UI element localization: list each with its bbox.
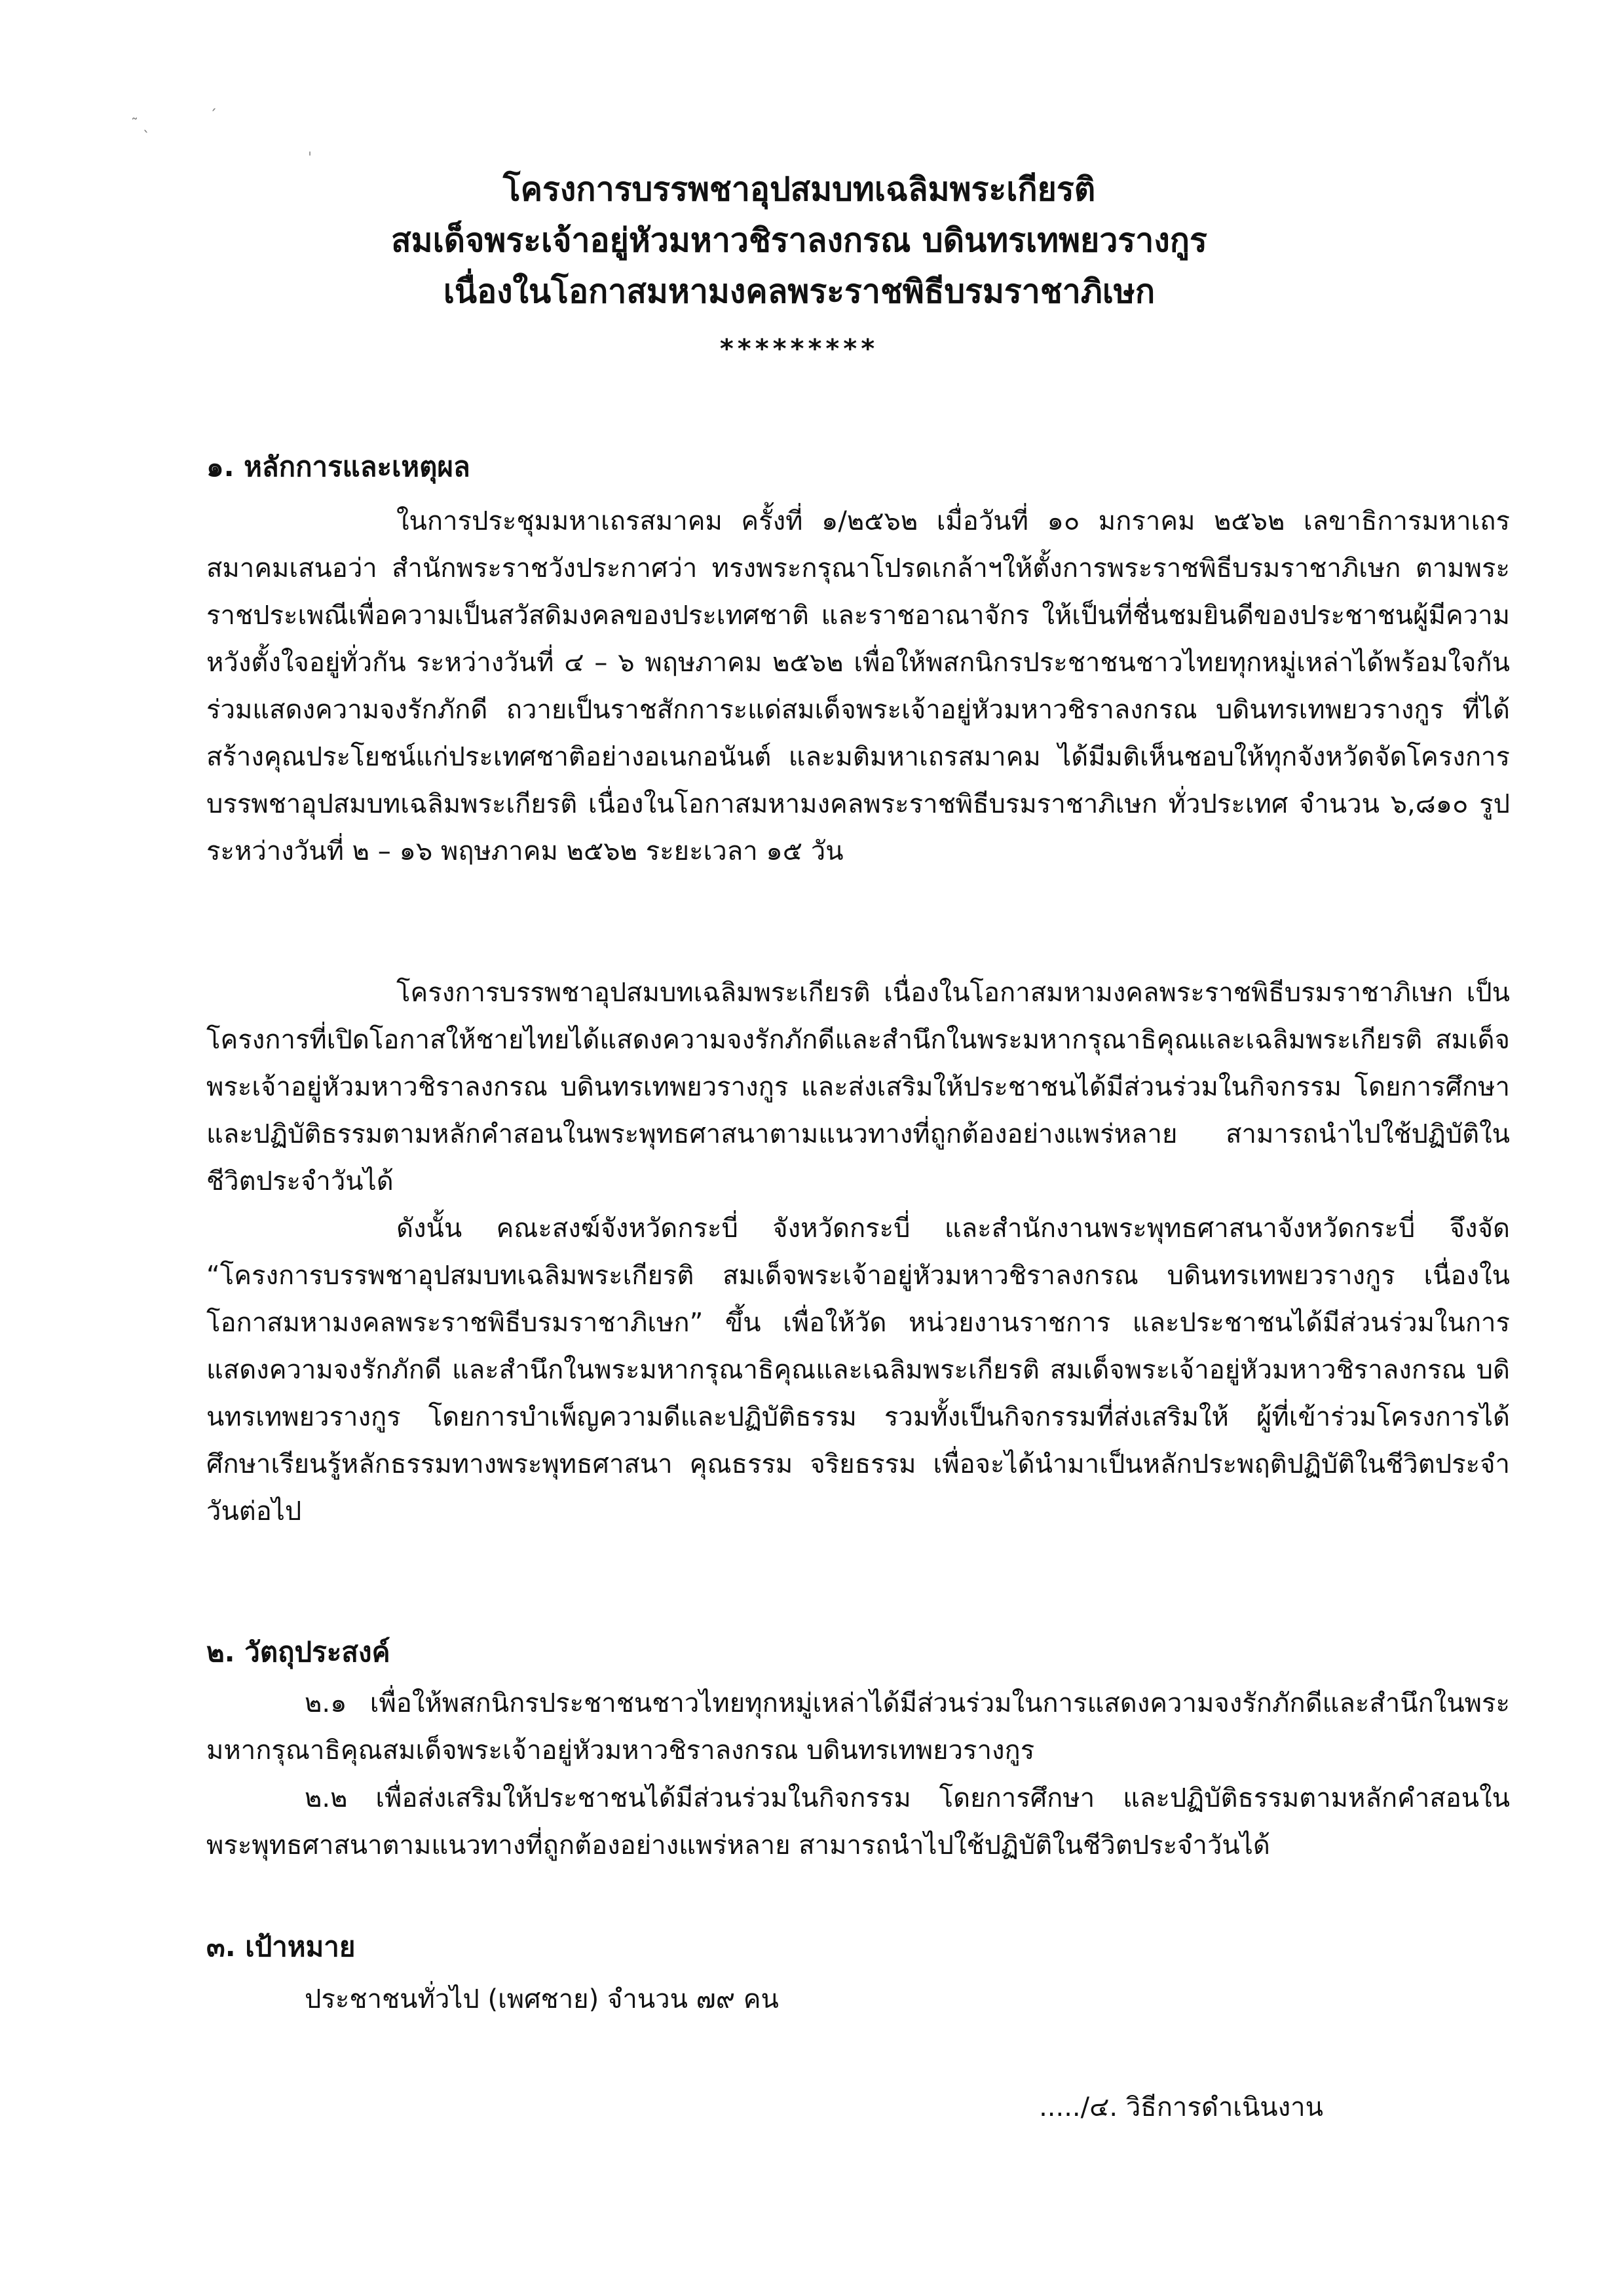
document-title xyxy=(216,164,1382,375)
scan-speck: ˌ xyxy=(308,141,312,157)
section-3-heading: ๓. เป้าหมาย xyxy=(206,1931,356,1963)
section-1-heading: ๑. หลักการและเหตุผล xyxy=(206,451,470,483)
objective-item-2: ๒.๒ เพื่อส่งเสริมให้ประชาชนได้มีส่วนร่วมในกิจกรรม โดยการศึกษา และปฏิบัติธรรมตามหลักคำสอนในพระพุทธศาสนาตามแนวทางที่ถูกต้องอย่างแพร่หลาย สามารถนำไปใช้ปฏิบัติในชีวิตประจำวันได้ xyxy=(206,1783,1510,1861)
section-1-paragraph-1: ในการประชุมมหาเถรสมาคม ครั้งที่ ๑/๒๕๖๒ เมื่อวันที่ ๑๐ มกราคม ๒๕๖๒ เลขาธิการมหาเถรสมาคมเสนอว่า สำนักพระราชวังประกาศว่า ทรงพระกรุณาโปรดเกล้าฯให้ตั้งการพระราชพิธีบรมราชาภิเษก ตามพระราชประเพณีเพื่อความเป็นสวัสดิมงคลของประเทศชาติ และราชอาณาจักร ให้เป็นที่ชื่นชมยินดีของประชาชนผู้มีความหวังตั้งใจอยู่ทั่วกัน ระหว่างวันที่ ๔ – ๖ พฤษภาคม ๒๕๖๒ เพื่อให้พสกนิกรประชาชนชาวไทยทุกหมู่เหล่าได้พร้อมใจกันร่วมแสดงความจงรักภักดี ถวายเป็นราชสักการะแด่สมเด็จพระเจ้าอยู่หัวมหาวชิราลงกรณ บดินทรเทพยวรางกูร ที่ได้สร้างคุณประโยชน์แก่ประเทศชาติอย่างอเนกอนันต์ และมติมหาเถรสมาคม ได้มีมติเห็นชอบให้ทุกจังหวัดจัดโครงการบรรพชาอุปสมบทเฉลิมพระเกียรติ เนื่องในโอกาสมหามงคลพระราชพิธีบรมราชาภิเษก ทั่วประเทศ จำนวน ๖,๘๑๐ รูป ระหว่างวันที่ ๒ – ๑๖ พฤษภาคม ๒๕๖๒ ระยะเวลา ๑๕ วัน xyxy=(206,506,1510,866)
page-continuation-note: ...../๔. วิธีการดำเนินงาน xyxy=(1039,2092,1323,2122)
section-1-paragraph-3: ดังนั้น คณะสงฆ์จังหวัดกระบี่ จังหวัดกระบี่ และสำนักงานพระพุทธศาสนาจังหวัดกระบี่ จึงจัด “โครงการบรรพชาอุปสมบทเฉลิมพระเกียรติ สมเด็จพระเจ้าอยู่หัวมหาวชิราลงกรณ บดินทรเทพยวรางกูร เนื่องในโอกาสมหามงคลพระราชพิธีบรมราชาภิเษก” ขึ้น เพื่อให้วัด หน่วยงานราชการ และประชาชนได้มีส่วนร่วมในการแสดงความจงรักภักดี และสำนึกในพระมหากรุณาธิคุณและเฉลิมพระเกียรติ สมเด็จพระเจ้าอยู่หัวมหาวชิราลงกรณ บดินทรเทพยวรางกูร โดยการบำเพ็ญความดีและปฏิบัติธรรม รวมทั้งเป็นกิจกรรมที่ส่งเสริมให้ ผู้ที่เข้าร่วมโครงการได้ศึกษาเรียนรู้หลักธรรมทางพระพุทธศาสนา คุณธรรม จริยธรรม เพื่อจะได้นำมาเป็นหลักประพฤติปฏิบัติในชีวิตประจำวันต่อไป xyxy=(206,1213,1510,1527)
scan-speck: ˏ xyxy=(210,95,217,111)
title-separator: ********* xyxy=(719,334,879,364)
target-group: ประชาชนทั่วไป (เพศชาย) จำนวน ๗๙ คน xyxy=(305,1984,779,2014)
objective-item-1: ๒.๑ เพื่อให้พสกนิกรประชาชนชาวไทยทุกหมู่เหล่าได้มีส่วนร่วมในการแสดงความจงรักภักดีและสำนึกในพระมหากรุณาธิคุณสมเด็จพระเจ้าอยู่หัวมหาวชิราลงกรณ บดินทรเทพยวรางกูร xyxy=(206,1688,1510,1766)
scan-speck: ˜ ˎ xyxy=(131,117,150,133)
title-line-1: โครงการบรรพชาอุปสมบทเฉลิมพระเกียรติ xyxy=(502,170,1096,208)
section-2-heading: ๒. วัตถุประสงค์ xyxy=(206,1636,390,1668)
title-line-3: เนื่องในโอกาสมหามงคลพระราชพิธีบรมราชาภิเษก xyxy=(443,272,1156,310)
title-line-2: สมเด็จพระเจ้าอยู่หัวมหาวชิราลงกรณ บดินทรเทพยวรางกูร xyxy=(391,221,1207,259)
section-1-paragraph-2: โครงการบรรพชาอุปสมบทเฉลิมพระเกียรติ เนื่องในโอกาสมหามงคลพระราชพิธีบรมราชาภิเษก เป็นโครงการที่เปิดโอกาสให้ชายไทยได้แสดงความจงรักภักดีและสำนึกในพระมหากรุณาธิคุณและเฉลิมพระเกียรติ สมเด็จพระเจ้าอยู่หัวมหาวชิราลงกรณ บดินทรเทพยวรางกูร และส่งเสริมให้ประชาชนได้มีส่วนร่วมในกิจกรรม โดยการศึกษาและปฏิบัติธรรมตามหลักคำสอนในพระพุทธศาสนาตามแนวทางที่ถูกต้องอย่างแพร่หลาย สามารถนำไปใช้ปฏิบัติในชีวิตประจำวันได้ xyxy=(206,978,1510,1196)
